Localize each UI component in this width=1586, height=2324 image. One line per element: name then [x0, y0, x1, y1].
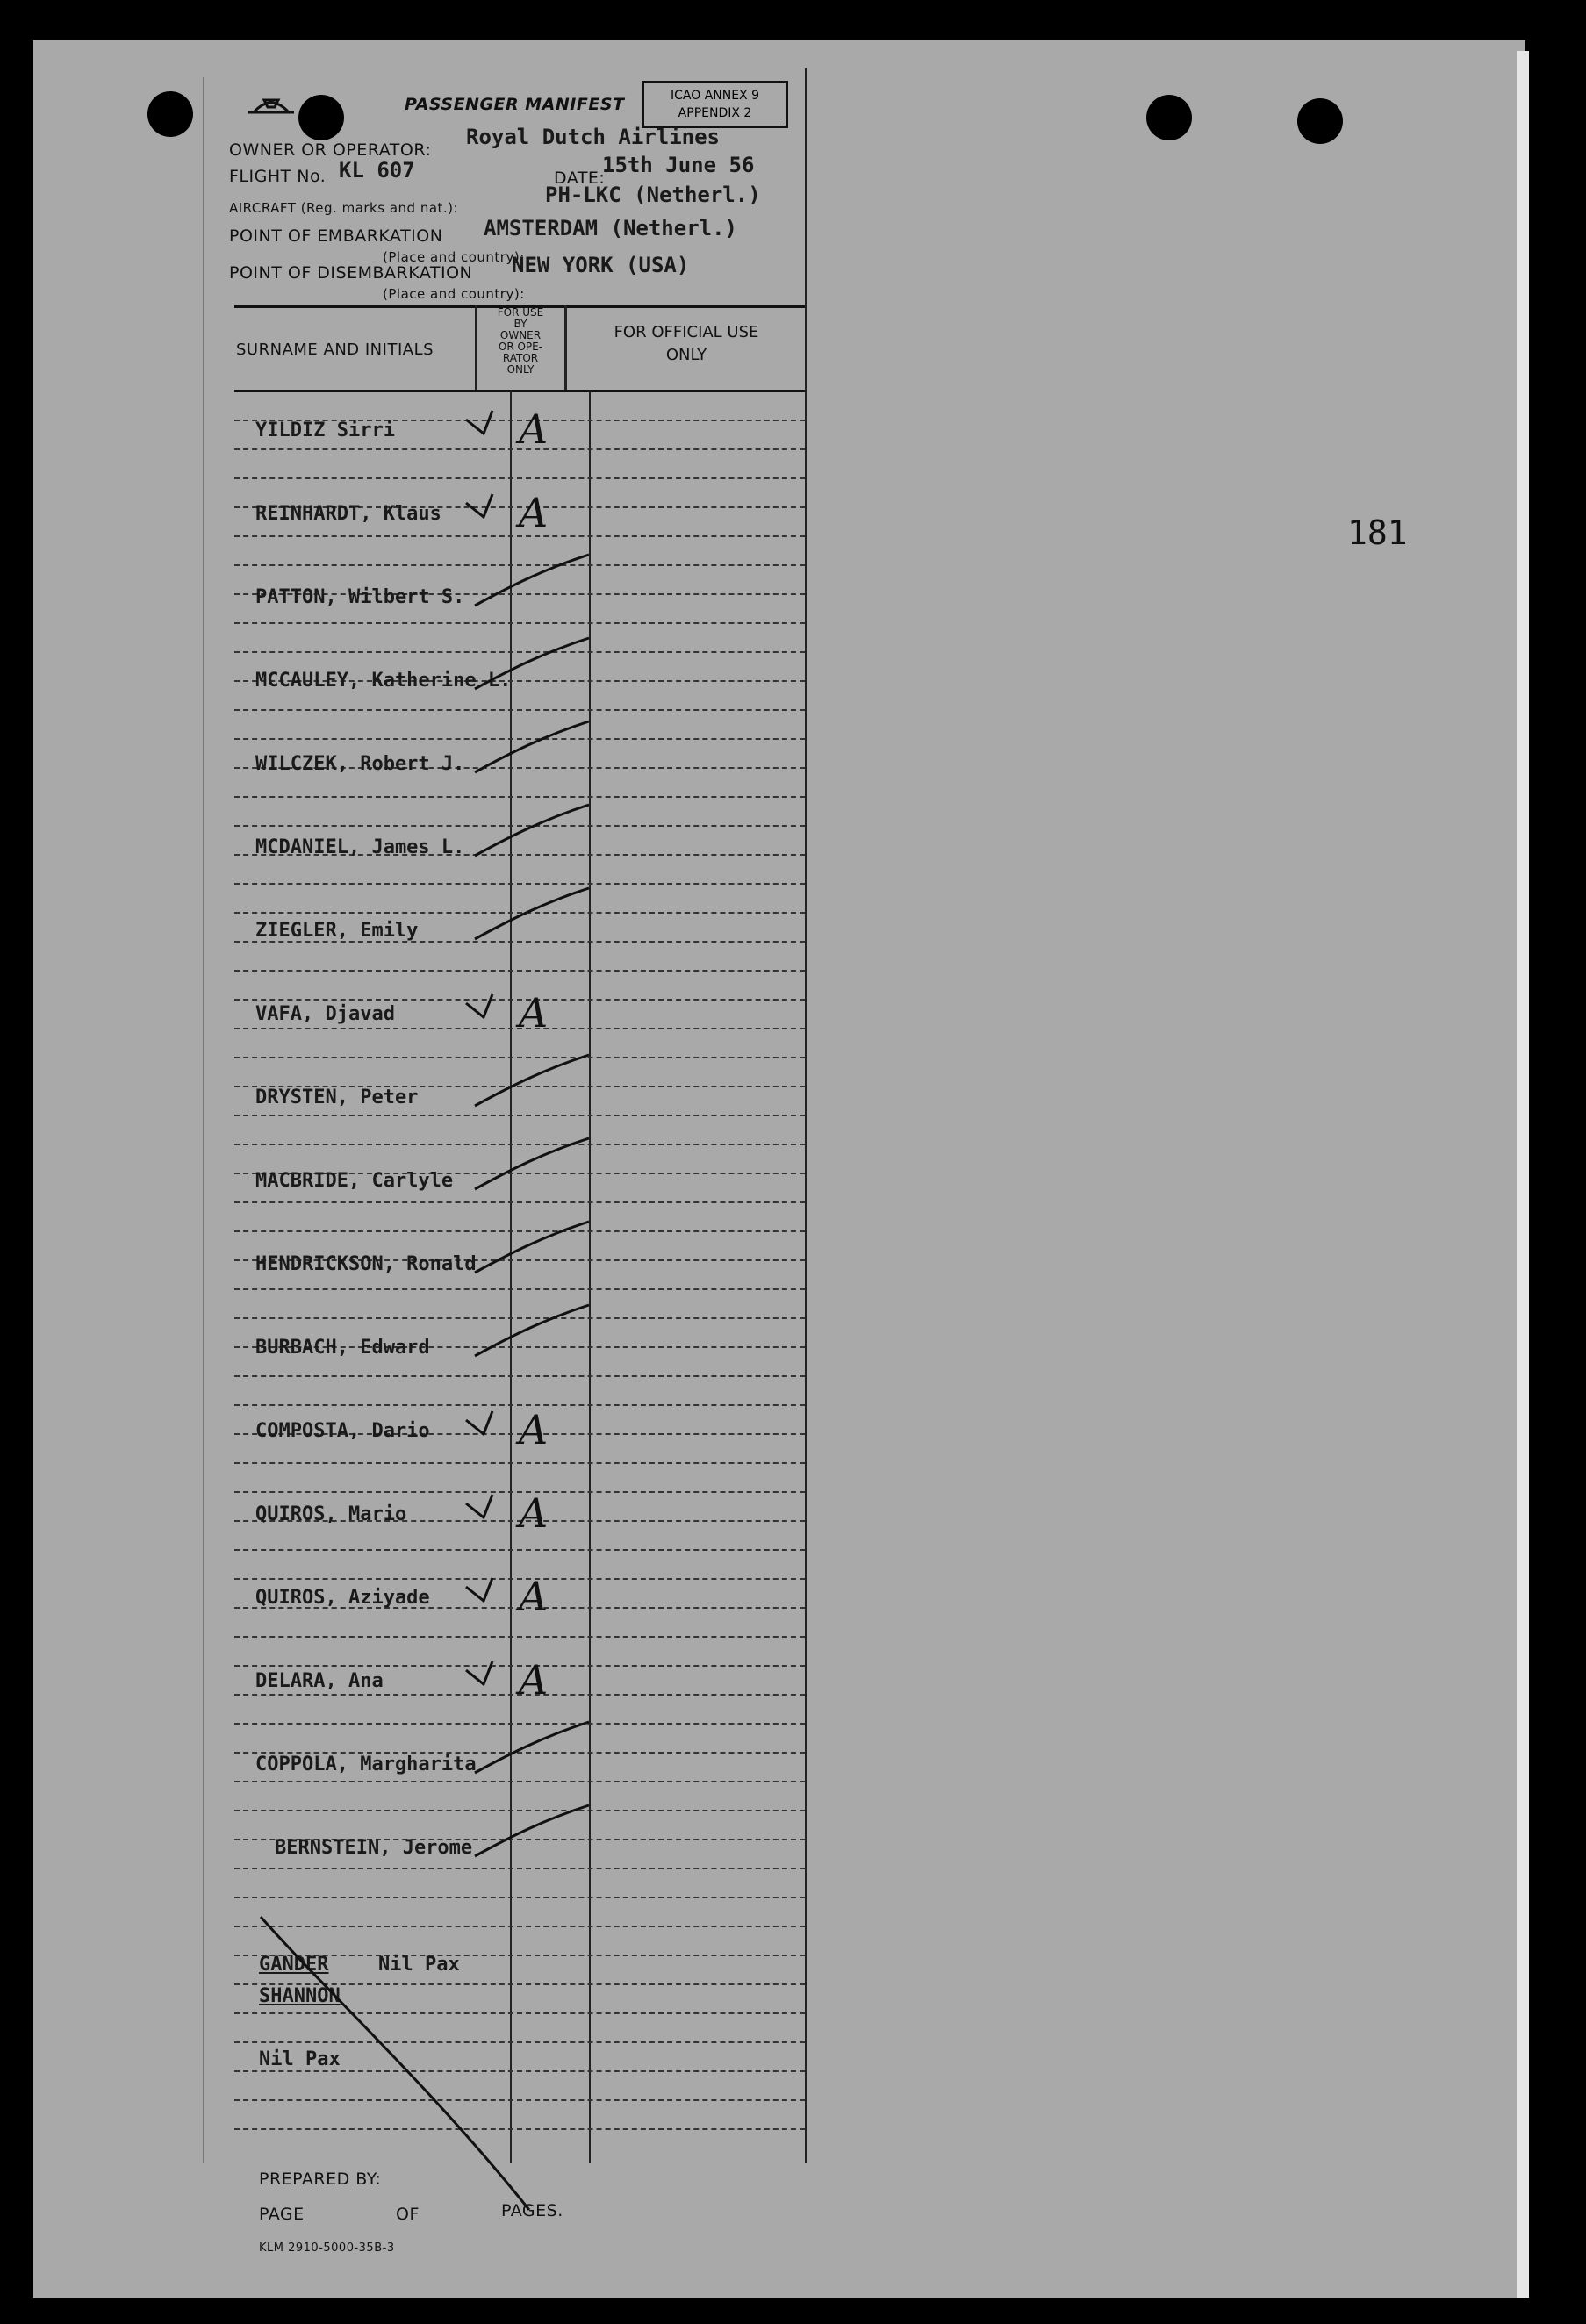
- of-label: OF: [396, 2205, 420, 2224]
- icao-line-1: ICAO ANNEX 9: [670, 89, 760, 103]
- owner-use-line-2: BY: [513, 318, 527, 330]
- passenger-name: COPPOLA, Margharita: [255, 1754, 477, 1775]
- header-divider-1: [475, 305, 477, 390]
- disembark-label: POINT OF DISEMBARKATION: [229, 263, 473, 283]
- punch-hole-right: [1146, 95, 1192, 140]
- owner-use-line-1: FOR USE: [497, 306, 544, 319]
- status-mark-a: A: [519, 489, 549, 536]
- passenger-name: HENDRICKSON, Ronald: [255, 1253, 477, 1275]
- status-mark-a: A: [519, 1656, 549, 1704]
- date-value: 15th June 56: [602, 153, 755, 177]
- disembark-note: (Place and country):: [383, 286, 525, 302]
- owner-use-line-6: ONLY: [506, 363, 535, 376]
- check-mark-stroke: [457, 1218, 598, 1280]
- date-label: DATE:: [554, 169, 606, 188]
- check-mark-stroke: [457, 635, 598, 696]
- column-official-use: [568, 321, 805, 367]
- row-rule: [234, 622, 805, 624]
- icao-line-2: APPENDIX 2: [678, 106, 752, 120]
- status-mark-a: A: [519, 1573, 549, 1620]
- passenger-name: QUIROS, Aziyade: [255, 1587, 430, 1609]
- icao-box: [642, 81, 788, 128]
- owner-value: Royal Dutch Airlines: [466, 125, 720, 149]
- passenger-name: WILCZEK, Robert J.: [255, 753, 465, 775]
- aircraft-value: PH-LKC (Netherl.): [545, 183, 761, 207]
- passenger-name: DRYSTEN, Peter: [255, 1087, 419, 1108]
- official-line-2: ONLY: [665, 346, 707, 364]
- check-mark-stroke: [457, 801, 598, 863]
- row-rule: [234, 1897, 805, 1898]
- check-mark-stroke: [457, 1718, 598, 1780]
- column-surname: SURNAME AND INITIALS: [236, 341, 434, 359]
- shannon-label: SHANNON: [259, 1985, 341, 2007]
- passenger-name: PATTON, Wilbert S.: [255, 586, 465, 608]
- gander-label: GANDER: [259, 1954, 329, 1976]
- row-rule: [234, 1781, 805, 1782]
- owner-use-line-3: OWNER: [499, 329, 542, 341]
- flight-value: KL 607: [339, 158, 415, 183]
- passenger-name: QUIROS, Mario: [255, 1503, 407, 1525]
- status-mark-a: A: [519, 989, 549, 1036]
- disembark-value: NEW YORK (USA): [512, 253, 690, 277]
- passenger-name: BURBACH, Edward: [255, 1337, 430, 1359]
- aircraft-label: AIRCRAFT (Reg. marks and nat.):: [229, 200, 459, 216]
- embark-label: POINT OF EMBARKATION: [229, 226, 443, 246]
- manifest-title: PASSENGER MANIFEST: [405, 95, 625, 114]
- row-rule: [234, 796, 805, 798]
- form-left-edge: [203, 77, 204, 2163]
- owner-use-line-5: RATOR: [502, 352, 539, 364]
- check-mark-stroke: [457, 551, 598, 613]
- passenger-name: YILDIZ Sirri: [255, 420, 395, 441]
- row-rule: [234, 1375, 805, 1377]
- owner-use-line-4: OR OPE-: [498, 341, 543, 353]
- gander-value: Nil Pax: [378, 1954, 460, 1976]
- owner-label: OWNER OR OPERATOR:: [229, 140, 432, 160]
- shannon-value: Nil Pax: [259, 2048, 341, 2070]
- punch-hole-left: [147, 91, 193, 137]
- form-code: KLM 2910-5000-35B-3: [259, 2242, 395, 2255]
- pages-label: PAGES.: [501, 2201, 563, 2220]
- passenger-name: REINHARDT, Klaus: [255, 503, 441, 525]
- check-mark-stroke: [457, 1302, 598, 1363]
- passenger-name: MCCAULEY, Katherine L.: [255, 670, 512, 692]
- passenger-name: COMPOSTA, Dario: [255, 1420, 430, 1442]
- row-rule: [234, 1868, 805, 1869]
- passenger-name: DELARA, Ana: [255, 1670, 384, 1692]
- page-number: 181: [1347, 513, 1408, 552]
- check-mark-stroke: [457, 1135, 598, 1196]
- row-rule: [234, 1462, 805, 1464]
- official-line-1: FOR OFFICIAL USE: [614, 323, 759, 341]
- check-mark-stroke: [457, 885, 598, 946]
- check-mark-stroke: [457, 1051, 598, 1113]
- passenger-name: MCDANIEL, James L.: [255, 836, 465, 858]
- punch-hole-right-2: [1297, 98, 1343, 144]
- row-rule: [234, 709, 805, 711]
- klm-crown-logo-icon: [245, 93, 298, 123]
- prepared-by-label: PREPARED BY:: [259, 2170, 382, 2189]
- embark-note: (Place and country):: [383, 249, 525, 265]
- passenger-name: ZIEGLER, Emily: [255, 920, 419, 942]
- manifest-form: [203, 68, 807, 2263]
- passenger-name: MACBRIDE, Carlyle: [255, 1170, 454, 1192]
- row-rule: [234, 1288, 805, 1290]
- status-mark-a: A: [519, 1406, 549, 1453]
- flight-label: FLIGHT No.: [229, 167, 327, 186]
- check-mark-stroke: [457, 718, 598, 779]
- row-rule: [234, 1549, 805, 1551]
- passenger-name: BERNSTEIN, Jerome: [275, 1837, 473, 1859]
- column-owner-use: [478, 307, 563, 376]
- check-mark-stroke: [457, 1802, 598, 1863]
- page-label: PAGE: [259, 2205, 305, 2224]
- page-edge: [1517, 51, 1529, 2298]
- embark-value: AMSTERDAM (Netherl.): [484, 216, 737, 240]
- passenger-name: VAFA, Djavad: [255, 1003, 395, 1025]
- header-divider-2: [564, 305, 567, 390]
- form-right-edge: [805, 68, 807, 2163]
- row-rule: [234, 1115, 805, 1116]
- row-rule: [234, 1201, 805, 1203]
- status-mark-a: A: [519, 1489, 549, 1537]
- status-mark-a: A: [519, 405, 549, 453]
